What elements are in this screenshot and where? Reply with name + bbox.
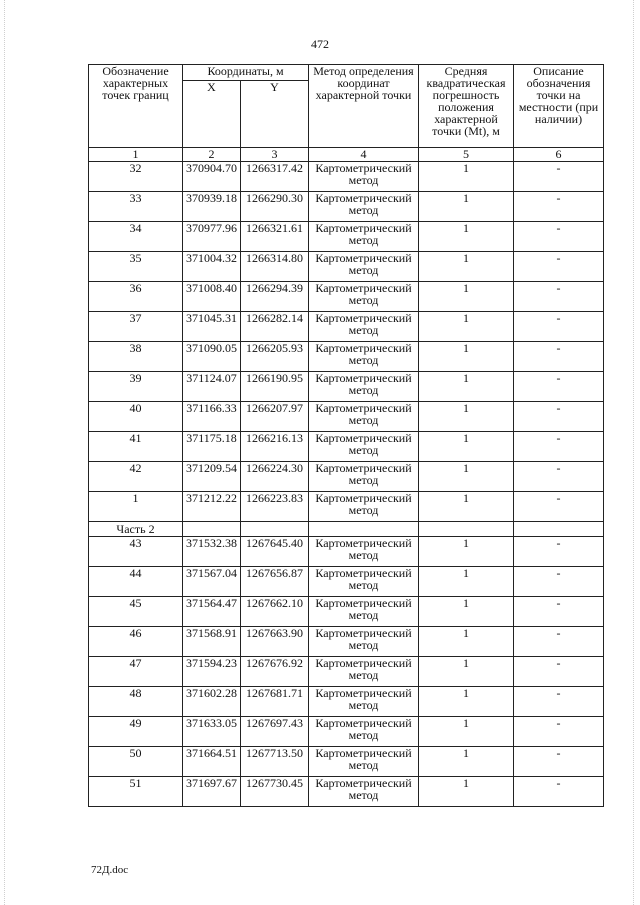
table-row xyxy=(89,222,604,252)
table-body-part-2 xyxy=(89,537,604,807)
y-coordinate-cell: 1266282.14 xyxy=(241,312,309,342)
table-row xyxy=(89,537,604,567)
point-number-cell: 50 xyxy=(89,747,183,777)
column-number: 1 xyxy=(89,148,183,162)
accuracy-cell: 1 xyxy=(419,432,514,462)
coordinates-table xyxy=(88,64,604,807)
column-number: 6 xyxy=(514,148,604,162)
method-cell: Картометрический метод xyxy=(309,657,419,687)
part-blank-cell xyxy=(241,522,309,537)
description-cell: - xyxy=(514,342,604,372)
table-row xyxy=(89,747,604,777)
x-coordinate-cell: 371045.31 xyxy=(183,312,241,342)
description-cell: - xyxy=(514,372,604,402)
table-row xyxy=(89,252,604,282)
x-coordinate-cell: 371209.54 xyxy=(183,462,241,492)
description-cell: - xyxy=(514,717,604,747)
method-cell: Картометрический метод xyxy=(309,342,419,372)
accuracy-cell: 1 xyxy=(419,492,514,522)
x-coordinate-cell: 371594.23 xyxy=(183,657,241,687)
y-coordinate-cell: 1266290.30 xyxy=(241,192,309,222)
y-coordinate-cell: 1266207.97 xyxy=(241,402,309,432)
accuracy-cell: 1 xyxy=(419,372,514,402)
method-cell: Картометрический метод xyxy=(309,687,419,717)
accuracy-cell: 1 xyxy=(419,282,514,312)
header-x: X xyxy=(183,81,241,148)
part-separator xyxy=(89,522,604,537)
table-row xyxy=(89,402,604,432)
x-coordinate-cell: 371090.05 xyxy=(183,342,241,372)
y-coordinate-cell: 1266205.93 xyxy=(241,342,309,372)
header-coordinates: Координаты, м xyxy=(183,65,309,81)
accuracy-cell: 1 xyxy=(419,597,514,627)
table-row xyxy=(89,717,604,747)
table-row xyxy=(89,342,604,372)
table-row xyxy=(89,492,604,522)
description-cell: - xyxy=(514,282,604,312)
y-coordinate-cell: 1267663.90 xyxy=(241,627,309,657)
point-number-cell: 48 xyxy=(89,687,183,717)
point-number-cell: 44 xyxy=(89,567,183,597)
accuracy-cell: 1 xyxy=(419,717,514,747)
part-blank-cell xyxy=(309,522,419,537)
method-cell: Картометрический метод xyxy=(309,462,419,492)
x-coordinate-cell: 371602.28 xyxy=(183,687,241,717)
header-y: Y xyxy=(241,81,309,148)
point-number-cell: 47 xyxy=(89,657,183,687)
column-number: 5 xyxy=(419,148,514,162)
description-cell: - xyxy=(514,162,604,192)
y-coordinate-cell: 1267645.40 xyxy=(241,537,309,567)
method-cell: Картометрический метод xyxy=(309,312,419,342)
description-cell: - xyxy=(514,222,604,252)
header-description: Описание обозначения точки на местности (при наличии) xyxy=(514,65,604,148)
x-coordinate-cell: 370904.70 xyxy=(183,162,241,192)
description-cell: - xyxy=(514,312,604,342)
point-number-cell: 1 xyxy=(89,492,183,522)
y-coordinate-cell: 1267713.50 xyxy=(241,747,309,777)
description-cell: - xyxy=(514,462,604,492)
accuracy-cell: 1 xyxy=(419,687,514,717)
method-cell: Картометрический метод xyxy=(309,717,419,747)
column-number: 4 xyxy=(309,148,419,162)
table-row xyxy=(89,312,604,342)
header-method: Метод определения координат характерной точки xyxy=(309,65,419,148)
table-row xyxy=(89,567,604,597)
part-blank-cell xyxy=(183,522,241,537)
column-number: 2 xyxy=(183,148,241,162)
table-row xyxy=(89,432,604,462)
part-blank-cell xyxy=(419,522,514,537)
y-coordinate-cell: 1267656.87 xyxy=(241,567,309,597)
y-coordinate-cell: 1267676.92 xyxy=(241,657,309,687)
point-number-cell: 40 xyxy=(89,402,183,432)
accuracy-cell: 1 xyxy=(419,222,514,252)
y-coordinate-cell: 1266321.61 xyxy=(241,222,309,252)
y-coordinate-cell: 1267681.71 xyxy=(241,687,309,717)
page-number: 472 xyxy=(311,37,329,51)
x-coordinate-cell: 371567.04 xyxy=(183,567,241,597)
method-cell: Картометрический метод xyxy=(309,252,419,282)
description-cell: - xyxy=(514,432,604,462)
x-coordinate-cell: 371568.91 xyxy=(183,627,241,657)
accuracy-cell: 1 xyxy=(419,252,514,282)
table-row xyxy=(89,372,604,402)
accuracy-cell: 1 xyxy=(419,402,514,432)
description-cell: - xyxy=(514,597,604,627)
accuracy-cell: 1 xyxy=(419,627,514,657)
x-coordinate-cell: 371532.38 xyxy=(183,537,241,567)
description-cell: - xyxy=(514,777,604,807)
point-number-cell: 35 xyxy=(89,252,183,282)
x-coordinate-cell: 371664.51 xyxy=(183,747,241,777)
document-filename: 72Д.doc xyxy=(91,864,129,876)
table-row xyxy=(89,282,604,312)
table-row xyxy=(89,162,604,192)
description-cell: - xyxy=(514,627,604,657)
part-blank-cell xyxy=(514,522,604,537)
method-cell: Картометрический метод xyxy=(309,402,419,432)
method-cell: Картометрический метод xyxy=(309,492,419,522)
x-coordinate-cell: 371212.22 xyxy=(183,492,241,522)
point-number-cell: 33 xyxy=(89,192,183,222)
point-number-cell: 34 xyxy=(89,222,183,252)
accuracy-cell: 1 xyxy=(419,537,514,567)
point-number-cell: 38 xyxy=(89,342,183,372)
description-cell: - xyxy=(514,657,604,687)
point-number-cell: 51 xyxy=(89,777,183,807)
x-coordinate-cell: 371633.05 xyxy=(183,717,241,747)
point-number-cell: 37 xyxy=(89,312,183,342)
header-point-designation: Обозначение характерных точек границ xyxy=(89,65,183,148)
description-cell: - xyxy=(514,567,604,597)
x-coordinate-cell: 371175.18 xyxy=(183,432,241,462)
description-cell: - xyxy=(514,252,604,282)
point-number-cell: 43 xyxy=(89,537,183,567)
y-coordinate-cell: 1267662.10 xyxy=(241,597,309,627)
method-cell: Картометрический метод xyxy=(309,567,419,597)
method-cell: Картометрический метод xyxy=(309,627,419,657)
method-cell: Картометрический метод xyxy=(309,777,419,807)
accuracy-cell: 1 xyxy=(419,567,514,597)
y-coordinate-cell: 1266223.83 xyxy=(241,492,309,522)
method-cell: Картометрический метод xyxy=(309,372,419,402)
accuracy-cell: 1 xyxy=(419,657,514,687)
part-label: Часть 2 xyxy=(89,522,183,537)
y-coordinate-cell: 1266216.13 xyxy=(241,432,309,462)
x-coordinate-cell: 371008.40 xyxy=(183,282,241,312)
accuracy-cell: 1 xyxy=(419,777,514,807)
table-row xyxy=(89,687,604,717)
method-cell: Картометрический метод xyxy=(309,432,419,462)
point-number-cell: 36 xyxy=(89,282,183,312)
description-cell: - xyxy=(514,192,604,222)
accuracy-cell: 1 xyxy=(419,192,514,222)
description-cell: - xyxy=(514,402,604,432)
method-cell: Картометрический метод xyxy=(309,162,419,192)
table-row xyxy=(89,462,604,492)
y-coordinate-cell: 1266314.80 xyxy=(241,252,309,282)
accuracy-cell: 1 xyxy=(419,342,514,372)
table-row xyxy=(89,627,604,657)
method-cell: Картометрический метод xyxy=(309,282,419,312)
accuracy-cell: 1 xyxy=(419,462,514,492)
right-scan-edge xyxy=(633,0,635,905)
point-number-cell: 49 xyxy=(89,717,183,747)
x-coordinate-cell: 371004.32 xyxy=(183,252,241,282)
x-coordinate-cell: 370977.96 xyxy=(183,222,241,252)
description-cell: - xyxy=(514,687,604,717)
header-accuracy: Средняя квадратическая погрешность положения характерной точки (Mt), м xyxy=(419,65,514,148)
table-row xyxy=(89,192,604,222)
point-number-cell: 39 xyxy=(89,372,183,402)
y-coordinate-cell: 1267697.43 xyxy=(241,717,309,747)
point-number-cell: 45 xyxy=(89,597,183,627)
table-row xyxy=(89,777,604,807)
point-number-cell: 32 xyxy=(89,162,183,192)
x-coordinate-cell: 371697.67 xyxy=(183,777,241,807)
y-coordinate-cell: 1267730.45 xyxy=(241,777,309,807)
table-row xyxy=(89,657,604,687)
x-coordinate-cell: 371166.33 xyxy=(183,402,241,432)
method-cell: Картометрический метод xyxy=(309,537,419,567)
point-number-cell: 46 xyxy=(89,627,183,657)
x-coordinate-cell: 370939.18 xyxy=(183,192,241,222)
table-row xyxy=(89,597,604,627)
description-cell: - xyxy=(514,747,604,777)
accuracy-cell: 1 xyxy=(419,162,514,192)
method-cell: Картометрический метод xyxy=(309,222,419,252)
point-number-cell: 41 xyxy=(89,432,183,462)
method-cell: Картометрический метод xyxy=(309,597,419,627)
method-cell: Картометрический метод xyxy=(309,192,419,222)
y-coordinate-cell: 1266317.42 xyxy=(241,162,309,192)
y-coordinate-cell: 1266294.39 xyxy=(241,282,309,312)
left-scan-edge xyxy=(4,0,6,905)
description-cell: - xyxy=(514,537,604,567)
accuracy-cell: 1 xyxy=(419,747,514,777)
x-coordinate-cell: 371564.47 xyxy=(183,597,241,627)
accuracy-cell: 1 xyxy=(419,312,514,342)
column-number: 3 xyxy=(241,148,309,162)
x-coordinate-cell: 371124.07 xyxy=(183,372,241,402)
y-coordinate-cell: 1266224.30 xyxy=(241,462,309,492)
table-body-part-1 xyxy=(89,162,604,522)
y-coordinate-cell: 1266190.95 xyxy=(241,372,309,402)
method-cell: Картометрический метод xyxy=(309,747,419,777)
point-number-cell: 42 xyxy=(89,462,183,492)
description-cell: - xyxy=(514,492,604,522)
